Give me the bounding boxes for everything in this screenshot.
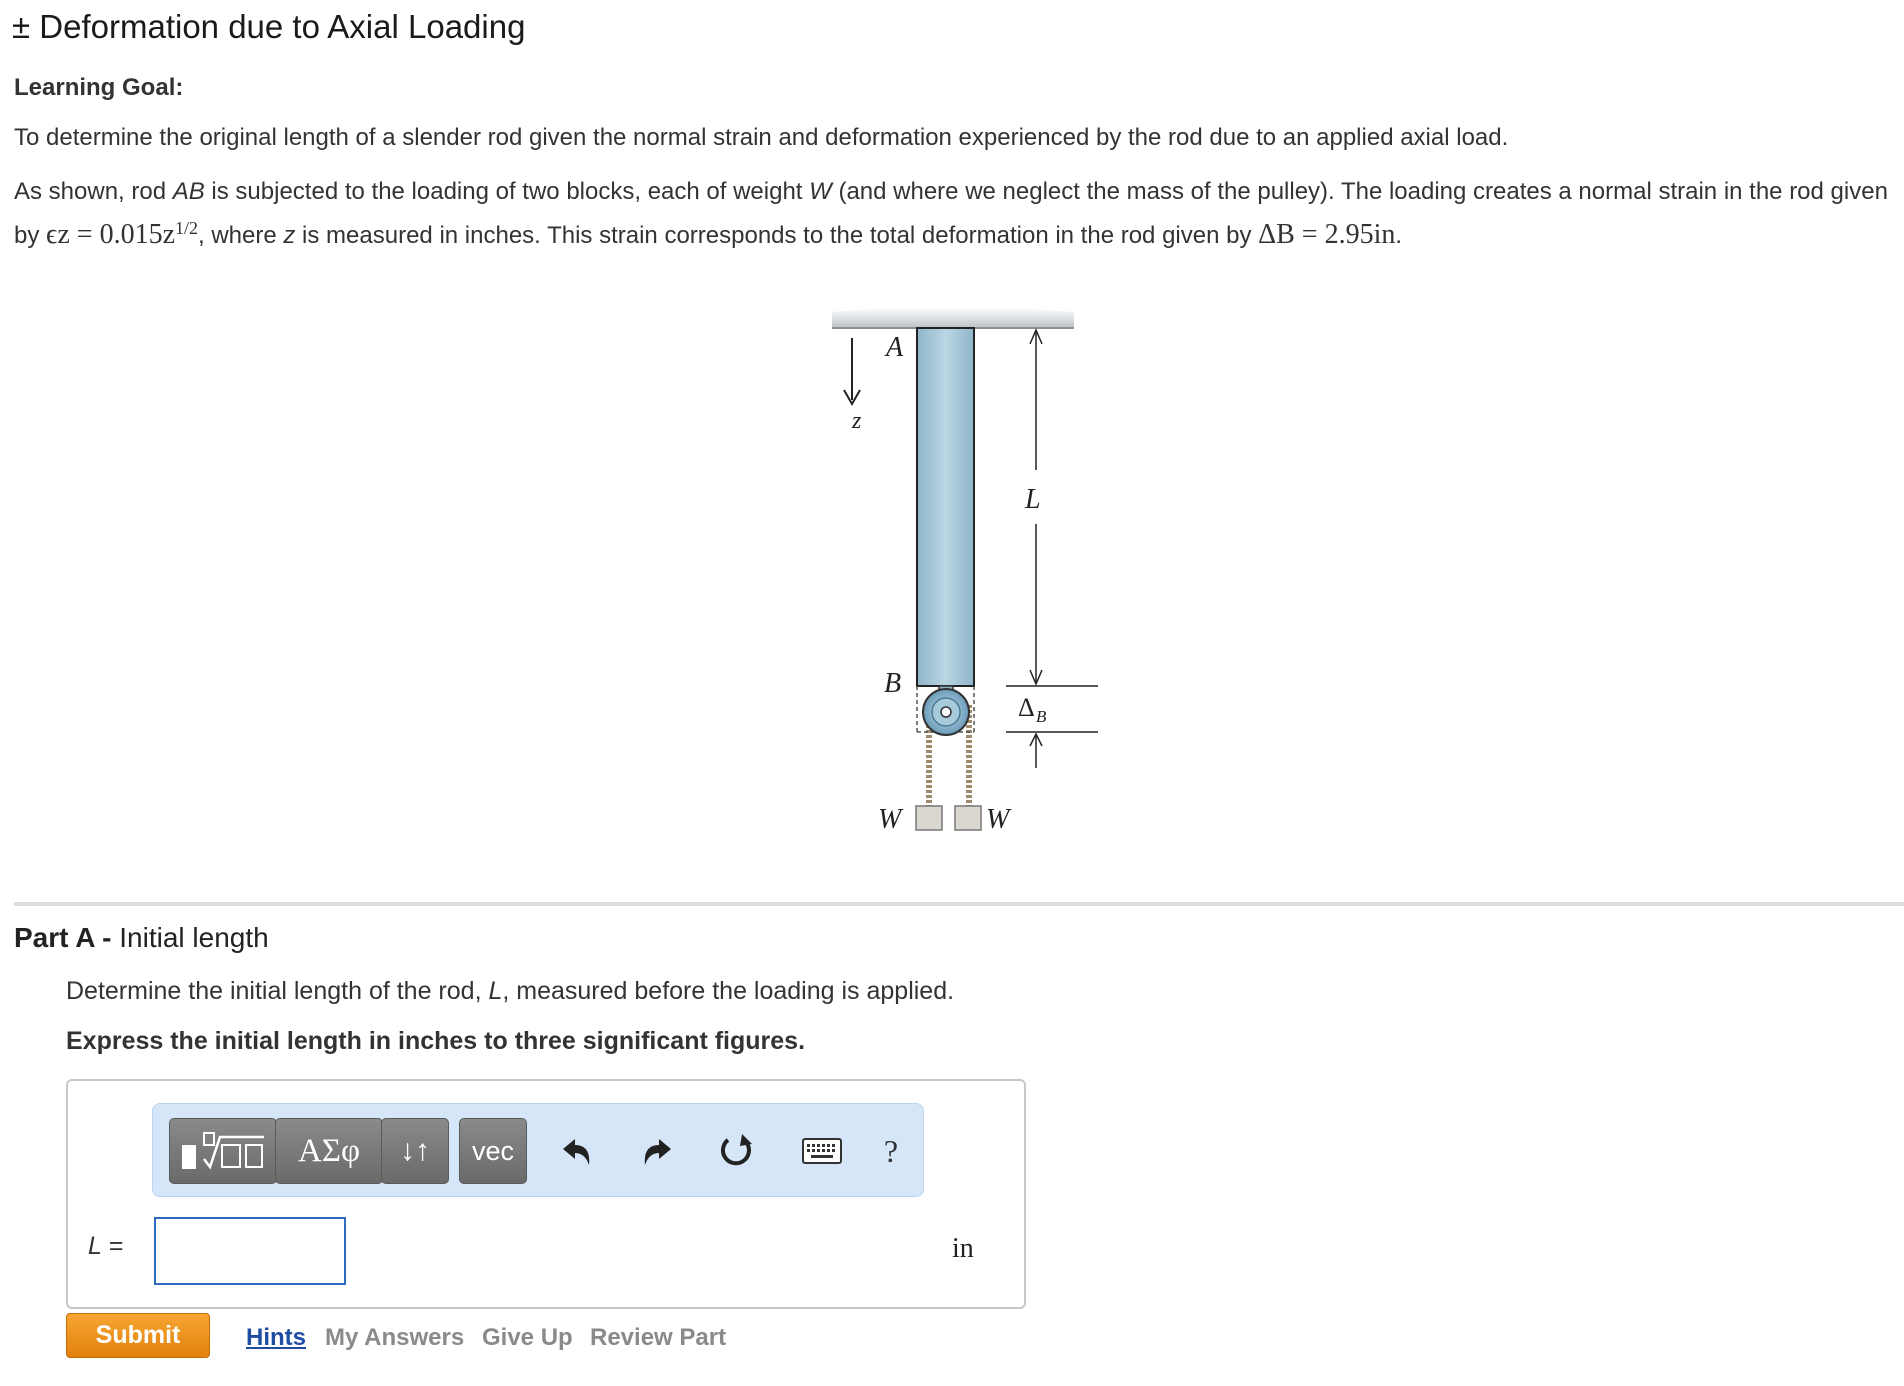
strain-equation: ϵz = 0.015z bbox=[46, 219, 175, 250]
reset-button[interactable] bbox=[709, 1118, 765, 1184]
answer-input[interactable] bbox=[154, 1217, 346, 1285]
problem-text-1: As shown, rod bbox=[14, 178, 173, 205]
undo-button[interactable] bbox=[549, 1118, 605, 1184]
keyboard-icon bbox=[802, 1138, 842, 1164]
label-z: z bbox=[852, 408, 862, 434]
greek-symbols-button[interactable]: ΑΣφ bbox=[275, 1118, 383, 1184]
instruction-text: Express the initial length in inches to three significant figures. bbox=[66, 1027, 806, 1055]
undo-icon bbox=[559, 1133, 595, 1169]
ceiling-support bbox=[832, 307, 1074, 328]
submit-button[interactable]: Submit bbox=[66, 1313, 210, 1358]
reset-icon bbox=[718, 1132, 756, 1170]
unit-label: in bbox=[952, 1233, 974, 1264]
rod bbox=[917, 328, 974, 686]
block-right bbox=[955, 806, 981, 830]
label-b: B bbox=[884, 668, 902, 699]
deformation-equation: ΔB = 2.95in bbox=[1258, 219, 1396, 250]
answer-variable-label bbox=[88, 1232, 123, 1261]
part-a-heading[interactable] bbox=[14, 922, 269, 954]
weight-label: W bbox=[809, 178, 832, 205]
problem-text-2: is subjected to the loading of two blocks, each of weight bbox=[204, 178, 810, 205]
label-delta-sub: B bbox=[1036, 707, 1047, 726]
problem-text-5: is measured in inches. This strain corresponds to the total deformation in the rod given by bbox=[295, 222, 1259, 249]
review-part-link[interactable]: Review Part bbox=[590, 1324, 727, 1351]
block-left bbox=[916, 806, 942, 830]
problem-text-3: (and where we neglect the mass of the pulley). The loading creates a normal strain in the rod given by bbox=[14, 178, 1888, 249]
templates-button[interactable] bbox=[169, 1118, 277, 1184]
arrows-button[interactable]: ↓↑ bbox=[381, 1118, 449, 1184]
hints-link[interactable]: Hints bbox=[246, 1324, 306, 1351]
give-up-link[interactable]: Give Up bbox=[482, 1324, 573, 1351]
rod-label: AB bbox=[172, 178, 205, 205]
strain-exponent: 1/2 bbox=[175, 218, 199, 238]
redo-icon bbox=[639, 1133, 675, 1169]
pulley bbox=[923, 689, 969, 735]
templates-icon bbox=[178, 1129, 268, 1173]
vector-button[interactable]: vec bbox=[459, 1118, 527, 1184]
section-divider bbox=[14, 902, 1904, 906]
part-a-title: Initial length bbox=[111, 922, 269, 953]
question-text-1: Determine the initial length of the rod, bbox=[66, 977, 489, 1005]
page-title: ± Deformation due to Axial Loading bbox=[12, 8, 526, 45]
math-toolbar bbox=[152, 1103, 924, 1197]
question-text-2: , measured before the loading is applied. bbox=[502, 977, 955, 1005]
label-a: A bbox=[886, 332, 904, 363]
help-button[interactable]: ? bbox=[883, 1132, 899, 1169]
my-answers-link[interactable]: My Answers bbox=[325, 1324, 465, 1351]
label-delta: Δ bbox=[1018, 693, 1035, 722]
question-text bbox=[66, 977, 954, 1006]
problem-statement bbox=[14, 174, 1894, 254]
part-a-label: Part A - bbox=[14, 922, 112, 953]
redo-button[interactable] bbox=[629, 1118, 685, 1184]
label-l: L bbox=[1025, 484, 1041, 515]
answer-equals: = bbox=[101, 1232, 124, 1260]
question-var: L bbox=[488, 977, 503, 1005]
z-variable: z bbox=[283, 222, 296, 249]
problem-text-6: . bbox=[1395, 222, 1403, 249]
answer-var: L bbox=[88, 1232, 102, 1260]
problem-text-4: , where bbox=[198, 222, 284, 249]
label-w-right: W bbox=[986, 804, 1010, 835]
learning-goal-text: To determine the original length of a slender rod given the normal strain and deformation experienced by the rod due to an applied axial load. bbox=[14, 124, 1509, 151]
label-w-left: W bbox=[878, 804, 902, 835]
keyboard-button[interactable] bbox=[789, 1118, 855, 1184]
learning-goal-heading: Learning Goal: bbox=[14, 74, 184, 101]
